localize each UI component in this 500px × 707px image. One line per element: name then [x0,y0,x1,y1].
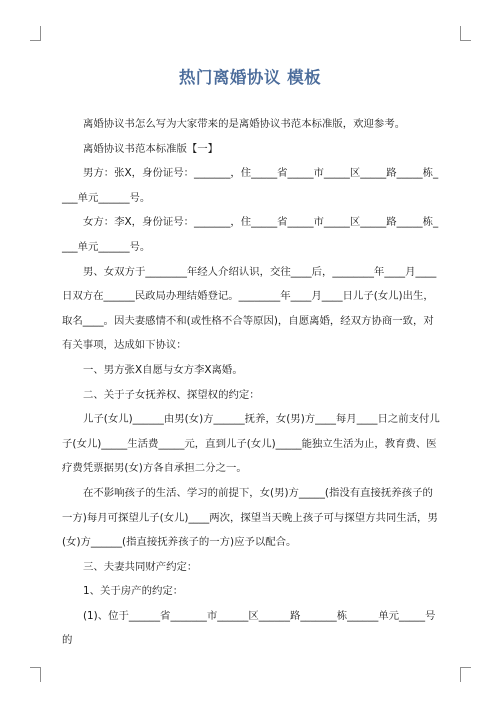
crop-mark-top-right [460,26,471,41]
custody-paragraph: 儿子(女儿)______由男(女)方______抚养，女(男)方____每月____日之前支付儿子(女儿)_____生活费_____元，直到儿子(女儿)_____能独立生活为止，教育费、医疗费凭票据男(女)方各自承担二分之一。 [62,413,440,475]
clause-two-heading: 二、关于子女抚养权、探望权的约定： [83,388,260,401]
female-party-paragraph: 女方：李X，身份证号：_______，住_____省_____市_____区_____路_____栋____单元______号。 [62,216,439,253]
crop-mark-bottom-right [460,667,471,682]
crop-mark-bottom-left [30,667,41,682]
crop-mark-top-left [30,26,41,41]
document-title: 热门离婚协议 模板 [178,68,322,87]
clause-one: 一、男方张X自愿与女方李X离婚。 [83,363,243,376]
marriage-history-paragraph: 男、女双方于________年经人介绍认识，交往____后，________年____月____日双方在______民政局办理结婚登记。________年____月____日儿子(女儿)出生，取名____。因夫妻感情不和(或性格不合等原因)，自愿离婚，经双方协商一致，对有关事项，达成如下协议： [62,265,437,352]
section-heading: 离婚协议书范本标准版【一】 [83,142,219,155]
document-body [62,112,442,653]
property-item-paragraph: (1)、位于______省_______市______区______路_______栋______单元_____号的 [62,609,436,647]
property-subheading: 1、关于房产的约定： [83,585,184,598]
male-party-paragraph: 男方：张X，身份证号：_______，住_____省_____市_____区_____路_____栋____单元______号。 [62,167,439,204]
intro-paragraph: 离婚协议书怎么写为大家带来的是离婚协议书范本标准版，欢迎参考。 [83,118,406,130]
clause-three-heading: 三、夫妻共同财产约定： [83,560,198,573]
visitation-paragraph: 在不影响孩子的生活、学习的前提下，女(男)方_____(指没有直接抚养孩子的一方)每月可探望儿子(女儿)____两次，探望当天晚上孩子可与探望方共同生活，男(女)方______(指直接抚养孩子的一方)应予以配合。 [62,486,438,549]
